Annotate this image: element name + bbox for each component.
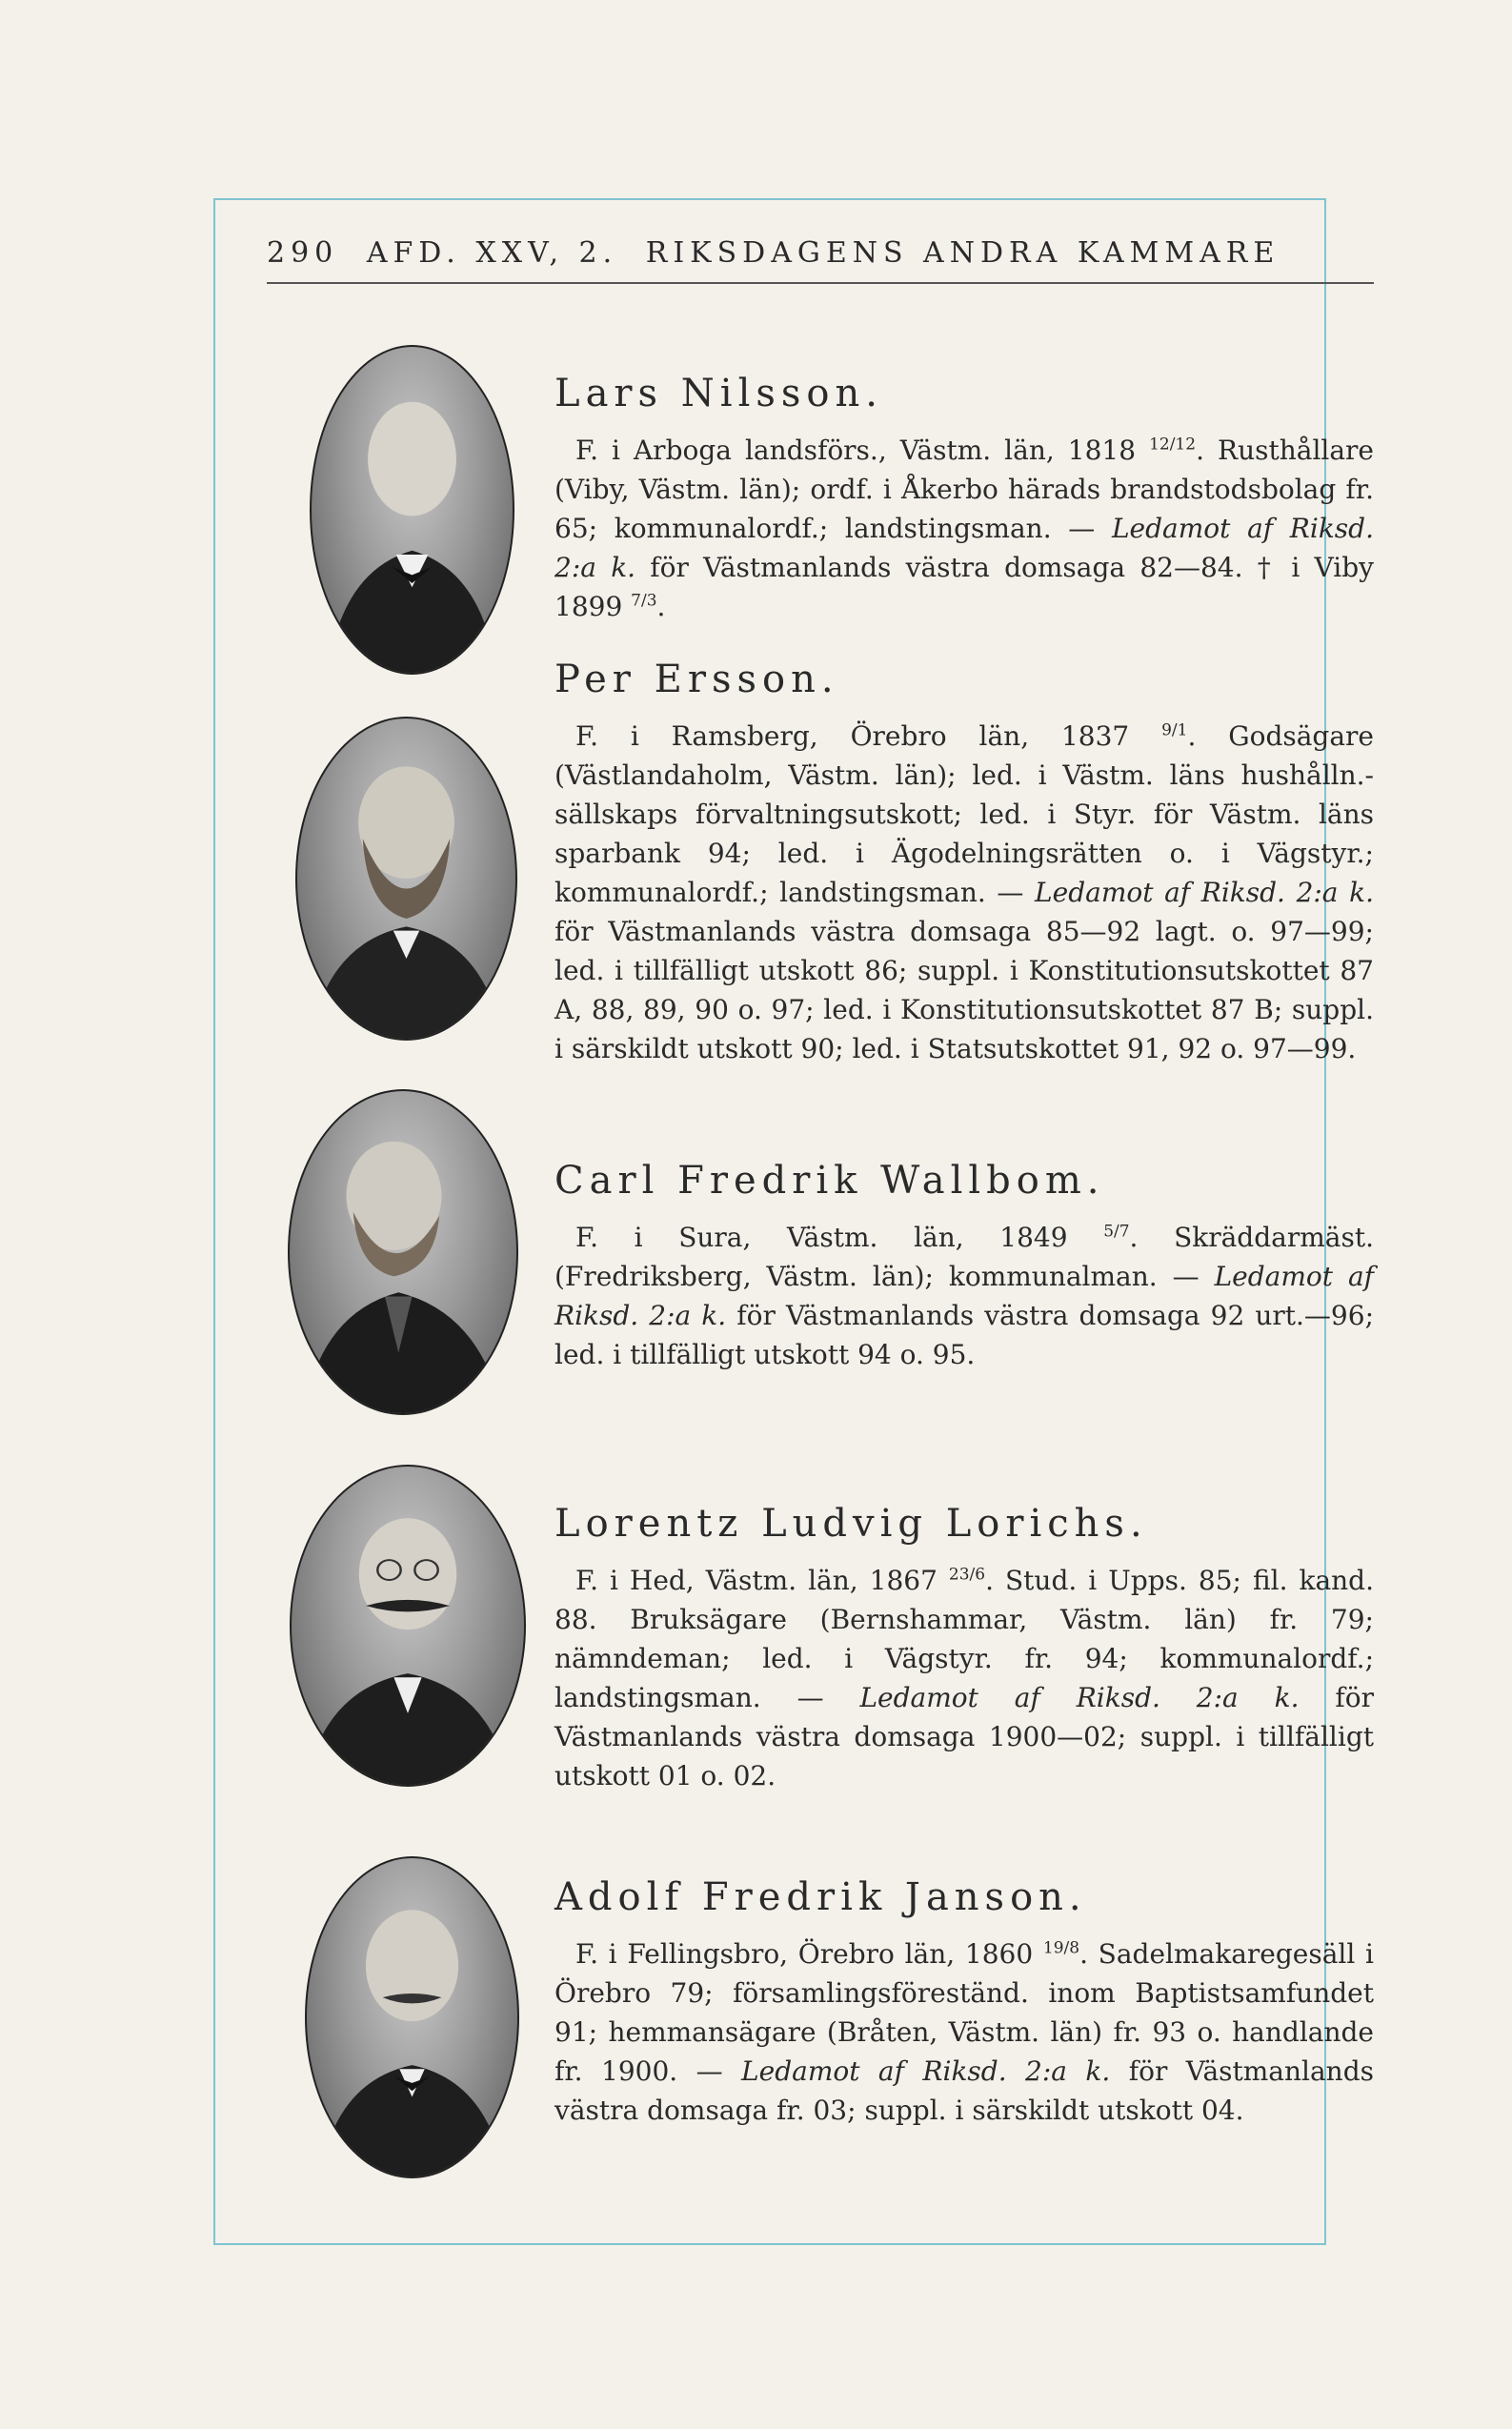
entry-lorentz-ludvig-lorichs [554, 1502, 1374, 1795]
entry-per-ersson [554, 658, 1374, 1068]
entry-name: Lorentz Ludvig Lorichs. [554, 1502, 1148, 1546]
bio-text: . Sadelmakaregesäll i Örebro 79; församlingsföreständ. inom Baptistsamfundet 91; hemmansägare (Bråten, Västm. län) fr. 93 o. handlande fr. 1900. — [554, 1938, 1375, 2087]
bio-date-sup: 12/12 [1149, 435, 1197, 455]
entry-adolf-fredrik-janson [554, 1875, 1374, 2130]
entry-bio [554, 717, 1374, 1068]
bio-text: för Västmanlands västra domsaga 85—92 lagt. o. 97—99; led. i tillfälligt utskott 86; suppl. i Konstitutionsutskottet 87 A, 88, 89, 90 o. 97; led. i Konstitutionsutskottet 87 B; suppl. i särskildt utskott 90; led. i Statsutskottet 91, 92 o. 97—99. [554, 916, 1374, 1064]
bio-italic: Ledamot af Riksd. 2:a k. [1035, 877, 1374, 908]
portrait-lorentz-ludvig-lorichs [290, 1465, 526, 1787]
portrait-carl-fredrik-wallbom [288, 1089, 518, 1415]
bio-text: för Västmanlands västra domsaga 1900—02; suppl. i tillfälligt utskott 01 o. 02. [554, 1682, 1374, 1791]
entry-carl-fredrik-wallbom [554, 1159, 1374, 1374]
bio-date-sup: 5/7 [1103, 1222, 1130, 1242]
bio-date-sup: 9/1 [1161, 720, 1188, 740]
header-title: RIKSDAGENS ANDRA KAMMARE [645, 236, 1280, 270]
header-rule [267, 282, 1374, 284]
bio-text: F. i Sura, Västm. län, 1849 [575, 1222, 1104, 1253]
entry-name: Carl Fredrik Wallbom. [554, 1159, 1105, 1203]
portrait-per-ersson [295, 717, 517, 1041]
bio-text: för Västmanlands västra domsaga fr. 03; suppl. i särskildt utskott 04. [554, 2055, 1375, 2126]
bio-italic: Ledamot af Riksd. 2:a k. [859, 1682, 1300, 1713]
running-header [267, 236, 1374, 270]
page-number: 290 [267, 236, 339, 270]
section-label: AFD. XXV, 2. [366, 236, 618, 270]
bio-text: F. i Arboga landsförs., Västm. län, 1818 [575, 435, 1150, 466]
entry-bio [554, 1934, 1374, 2130]
bio-italic: Ledamot af Riksd. 2:a k. [741, 2055, 1111, 2087]
bio-text: . Skräddarmäst. (Fredriksberg, Västm. län); kommunalman. — [554, 1222, 1374, 1292]
bio-text: . Rusthållare (Viby, Västm. län); ordf. i Åkerbo härads brandstodsbolag fr. 65; kommunalordf.; landstingsman. — [554, 435, 1375, 544]
bio-text: . Stud. i Upps. 85; fil. kand. 88. Bruksägare (Bernshammar, Västm. län) fr. 79; nämndeman; led. i Vägstyr. fr. 94; kommunalordf.; landstingsman. — [554, 1565, 1374, 1713]
bio-date-sup: 7/3 [631, 591, 657, 611]
entry-lars-nilsson [554, 372, 1374, 626]
bio-text: för Västmanlands västra domsaga 82—84. † i Viby 1899 [554, 552, 1374, 622]
bio-text: för Västmanlands västra domsaga 92 urt.—96; led. i tillfälligt utskott 94 o. 95. [554, 1300, 1374, 1370]
bio-italic: Ledamot af Riksd. 2:a k. [554, 1261, 1374, 1331]
bio-text: . Godsägare (Västlandaholm, Västm. län); led. i Västm. läns hushålln.-sällskaps förvaltningsutskott; led. i Styr. för Västm. läns sparbank 94; led. i Ägodelningsrätten o. i Vägstyr.; kommunalordf.; landstingsman. — [554, 720, 1375, 908]
portrait-lars-nilsson [310, 345, 514, 675]
entry-bio [554, 1218, 1374, 1374]
bio-text: F. i Fellingsbro, Örebro län, 1860 [575, 1938, 1043, 1970]
bio-italic: Ledamot af Riksd. 2:a k. [554, 513, 1374, 583]
bio-text: F. i Ramsberg, Örebro län, 1837 [575, 720, 1162, 752]
portrait-adolf-fredrik-janson [305, 1856, 519, 2178]
bio-text: F. i Hed, Västm. län, 1867 [575, 1565, 949, 1596]
entry-name: Adolf Fredrik Janson. [554, 1875, 1087, 1919]
entry-name: Per Ersson. [554, 658, 839, 701]
entry-bio [554, 431, 1374, 626]
bio-date-sup: 23/6 [948, 1565, 986, 1585]
entry-bio [554, 1561, 1374, 1795]
entry-name: Lars Nilsson. [554, 372, 883, 415]
bio-text: . [656, 591, 666, 622]
bio-date-sup: 19/8 [1042, 1938, 1080, 1958]
